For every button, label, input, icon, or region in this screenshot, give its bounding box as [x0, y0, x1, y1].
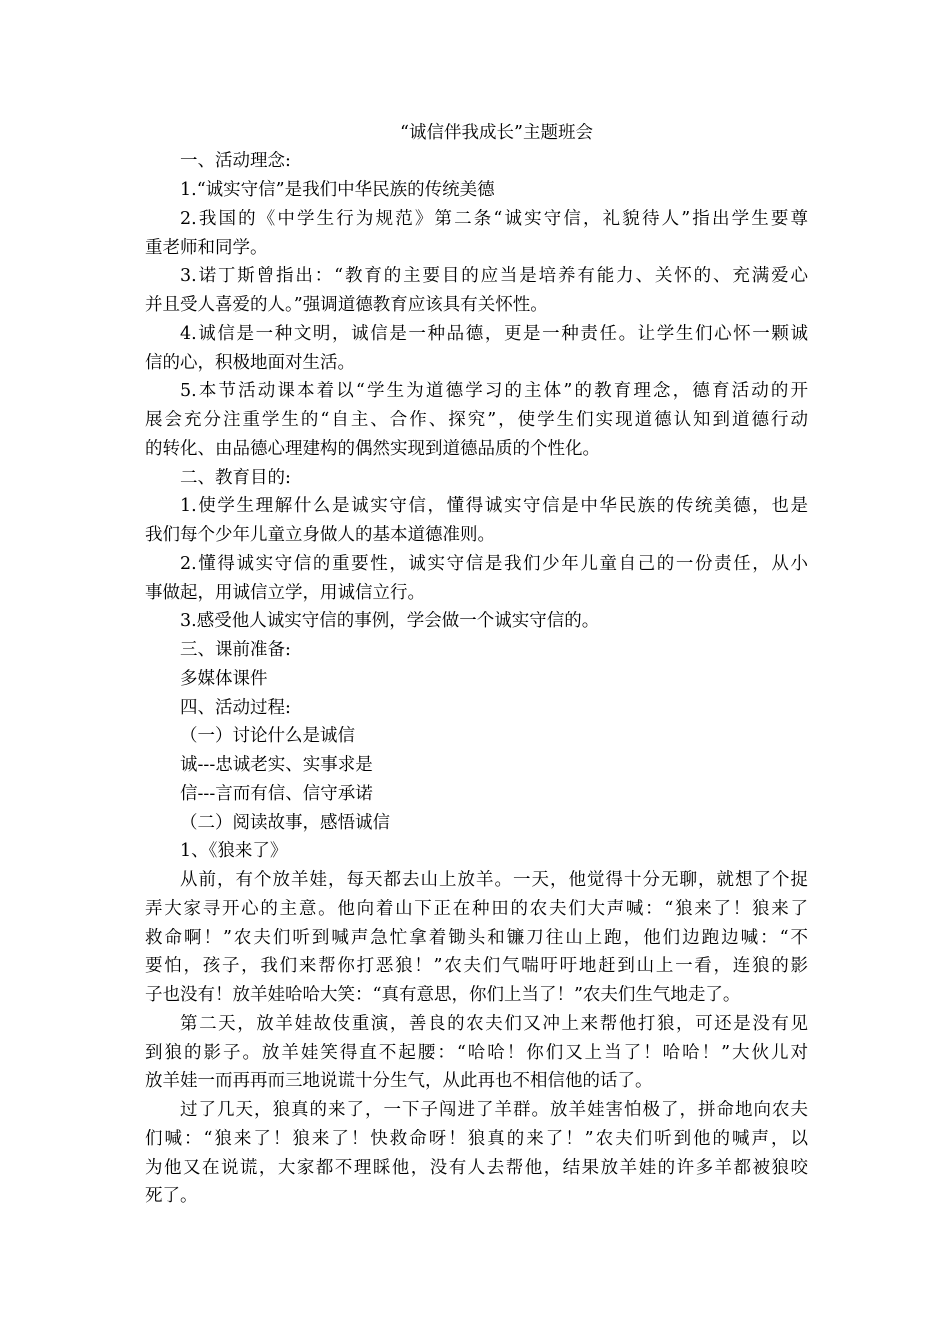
concept-item	[145, 262, 808, 320]
text-line: 四、活动过程:	[180, 697, 291, 718]
text-line: 的转化、由品德心理建构的偶然实现到道德品质的个性化。	[145, 438, 600, 459]
text-line: 诚---忠诚老实、实事求是	[180, 755, 373, 776]
text-line: 展会充分注重学生的“自主、合作、探究”，使学生们实现道德认知到道德行动	[145, 410, 808, 431]
section-heading-process	[145, 694, 808, 723]
text-line: 第二天，放羊娃故伎重演，善良的农夫们又冲上来帮他打狼，可还是没有见	[180, 1013, 808, 1034]
text-line: 1.“诚实守信”是我们中华民族的传统美德	[180, 180, 495, 201]
story-paragraph	[145, 1010, 808, 1096]
text-line: 一、活动理念:	[180, 151, 291, 172]
text-line: 5.本节活动课本着以“学生为道德学习的主体”的教育理念，德育活动的开	[180, 381, 808, 402]
text-line: 过了几天，狼真的来了，一下子闯进了羊群。放羊娃害怕极了，拼命地向农夫	[180, 1100, 808, 1121]
text-line: 我们每个少年儿童立身做人的基本道德准则。	[145, 525, 495, 546]
text-line: 二、教育目的:	[180, 467, 291, 488]
text-line: 2.懂得诚实守信的重要性，诚实守信是我们少年儿童自己的一份责任，从小	[180, 553, 808, 574]
concept-item	[145, 205, 808, 263]
text-line: 重老师和同学。	[145, 237, 268, 258]
text-line: 并且受人喜爱的人。”强调道德教育应该具有关怀性。	[145, 295, 548, 316]
text-line: 救命啊！”农夫们听到喊声急忙拿着锄头和镰刀往山上跑，他们边跑边喊：“不	[145, 927, 808, 948]
concept-item	[145, 320, 808, 378]
text-line: 信---言而有信、信守承诺	[180, 783, 373, 804]
text-line: 放羊娃一而再再而三地说谎十分生气，从此再也不相信他的话了。	[145, 1071, 653, 1092]
goal-item	[145, 550, 808, 608]
document-body	[145, 119, 808, 1212]
text-line: 子也没有！放羊娃哈哈大笑：“真有意思，你们上当了！”农夫们生气地走了。	[145, 985, 741, 1006]
text-line: 要怕，孩子，我们来帮你打恶狼！”农夫们气喘吁吁地赶到山上一看，连狼的影	[145, 956, 808, 977]
text-line: 3.感受他人诚实守信的事例，学会做一个诚实守信的。	[180, 611, 600, 632]
text-line: 三、课前准备:	[180, 640, 291, 661]
preparation-item	[145, 665, 808, 694]
text-line: 弄大家寻开心的主意。他向着山下正在种田的农夫们大声喊：“狼来了！狼来了	[145, 898, 808, 919]
text-line: 3.诺丁斯曾指出：“教育的主要目的应当是培养有能力、关怀的、充满爱心	[180, 266, 808, 287]
story-title	[145, 837, 808, 866]
goal-item	[145, 607, 808, 636]
definition-line	[145, 780, 808, 809]
story-paragraph	[145, 866, 808, 1010]
text-line: 信的心，积极地面对生活。	[145, 352, 355, 373]
text-line: （二）阅读故事，感悟诚信	[180, 812, 390, 833]
text-line: 们喊：“狼来了！狼来了！快救命呀！狼真的来了！”农夫们听到他的喊声，以	[145, 1128, 808, 1149]
text-line: （一）讨论什么是诚信	[180, 726, 355, 747]
text-line: 到狼的影子。放羊娃笑得直不起腰：“哈哈！你们又上当了！哈哈！”大伙儿对	[145, 1042, 808, 1063]
concept-item	[145, 176, 808, 205]
subsection-heading-reading	[145, 809, 808, 838]
text-line: 1、《狼来了》	[180, 841, 288, 862]
text-line: 为他又在说谎，大家都不理睬他，没有人去帮他，结果放羊娃的许多羊都被狼咬	[145, 1157, 808, 1178]
section-heading-preparation	[145, 636, 808, 665]
subsection-heading-discussion	[145, 722, 808, 751]
text-line: 死了。	[145, 1186, 198, 1207]
definition-line	[145, 751, 808, 780]
section-heading-concept	[145, 147, 808, 176]
text-line: 2.我国的《中学生行为规范》第二条“诚实守信，礼貌待人”指出学生要尊	[180, 208, 808, 229]
text-line: 4.诚信是一种文明，诚信是一种品德，更是一种责任。让学生们心怀一颗诚	[180, 323, 808, 344]
text-line: 多媒体课件	[180, 668, 268, 689]
text-line: 事做起，用诚信立学，用诚信立行。	[145, 582, 425, 603]
story-paragraph	[145, 1096, 808, 1211]
section-heading-goals	[145, 464, 808, 493]
doc-title: “诚信伴我成长”主题班会	[400, 122, 593, 143]
goal-item	[145, 492, 808, 550]
concept-item	[145, 377, 808, 463]
text-line: 1.使学生理解什么是诚实守信，懂得诚实守信是中华民族的传统美德，也是	[180, 496, 808, 517]
text-line: 从前，有个放羊娃，每天都去山上放羊。一天，他觉得十分无聊，就想了个捉	[180, 870, 808, 891]
